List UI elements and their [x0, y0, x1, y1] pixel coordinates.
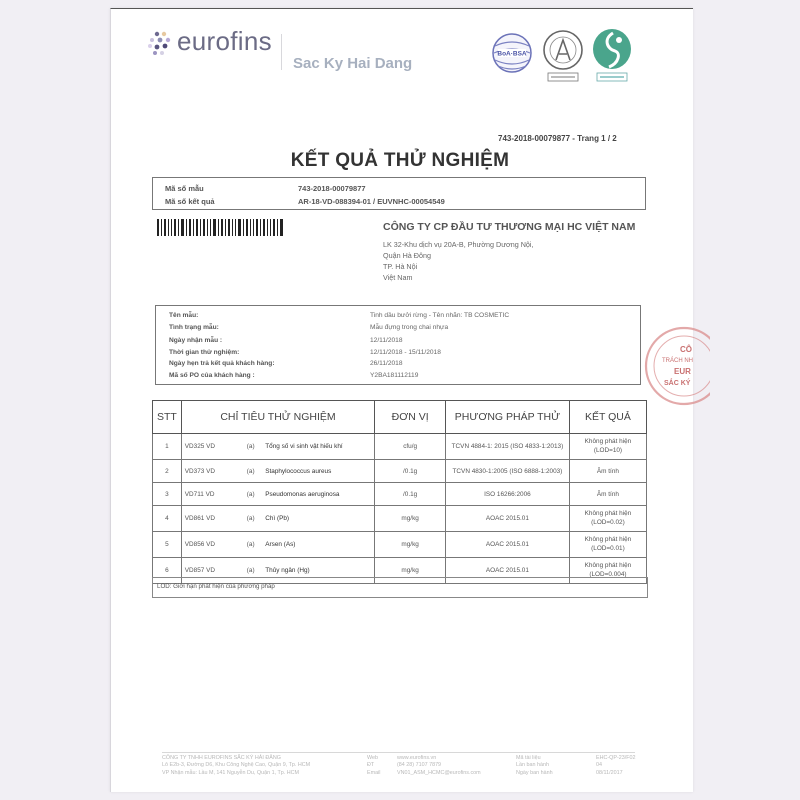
eurofins-logo-text: eurofins — [177, 26, 272, 56]
due-date-value: 26/11/2018 — [370, 360, 403, 367]
test-period-label: Thời gian thử nghiệm: — [169, 349, 240, 356]
sample-code-value: 743-2018-00079877 — [298, 184, 366, 193]
parameter-code: VD861 VD — [184, 515, 215, 522]
col-header-method: PHƯƠNG PHÁP THỬ — [445, 401, 569, 434]
test-period-value: 12/11/2018 - 15/11/2018 — [370, 349, 441, 356]
footer-contact-labels: Web ĐT Email — [367, 755, 381, 776]
customer-address-line: Việt Nam — [383, 273, 413, 282]
po-number-label: Mã số PO của khách hàng : — [169, 372, 255, 379]
method: AOAC 2015.01 — [445, 558, 569, 584]
results-table — [152, 400, 647, 584]
customer-address-line: Quận Hà Đông — [383, 251, 431, 260]
customer-address-line: TP. Hà Nội — [383, 262, 418, 271]
method: AOAC 2015.01 — [445, 506, 569, 532]
parameter-code: VD857 VD — [184, 567, 215, 574]
svg-text:EUR: EUR — [674, 367, 691, 376]
parameter-name: Tổng số vi sinh vật hiếu khí — [265, 443, 343, 450]
unit: mg/kg — [375, 532, 446, 558]
result: Không phát hiện (LOD=10) — [569, 434, 646, 460]
lab-name: Sac Ky Hai Dang — [293, 55, 413, 72]
document-title: KẾT QUẢ THỬ NGHIỆM — [290, 150, 510, 171]
sample-condition-value: Mẫu đựng trong chai nhựa — [370, 324, 449, 331]
result: Không phát hiện (LOD=0.02) — [569, 506, 646, 532]
unit: mg/kg — [375, 506, 446, 532]
customer-address-line: LK 32-Khu dịch vụ 20A-B, Phường Dương Nội, — [383, 240, 534, 249]
footer-divider — [162, 752, 635, 753]
page-reference: 743-2018-00079877 - Trang 1 / 2 — [498, 134, 617, 143]
col-header-parameter: CHỈ TIÊU THỬ NGHIỆM — [181, 401, 375, 434]
stamp-text: CÔ — [680, 345, 692, 354]
parameter-name: Staphylococcus aureus — [265, 467, 332, 475]
method: ISO 16266:2006 — [445, 483, 569, 506]
method: TCVN 4830-1:2005 (ISO 6888-1:2003) — [445, 460, 569, 483]
footer-contact-values: www.eurofins.vn (84 28) 7107 7879 VN01_ASM_HCMC@eurofins.com — [397, 755, 481, 776]
sample-name-value: Tinh dầu bưởi rừng - Tên nhãn: TB COSMETIC — [370, 312, 510, 319]
col-header-result: KẾT QUẢ — [569, 401, 646, 434]
lod-note: LOD: Giới hạn phát hiện của phương pháp — [157, 583, 275, 590]
table-row: 2 VD373 VD (a) Staphylococcus aureus /0.1g TCVN 4830-1:2005 (ISO 6888-1:2003) Âm tính — [153, 460, 647, 483]
lod-note-box — [152, 577, 648, 598]
result: Âm tính — [569, 483, 646, 506]
unit: /0.1g — [375, 460, 446, 483]
result-code-label: Mã số kết quả — [165, 197, 215, 206]
parameter-name: Arsen (As) — [265, 541, 296, 548]
unit: mg/kg — [375, 558, 446, 584]
footer-email-link[interactable]: VN01_ASM_HCMC@eurofins.com — [397, 769, 481, 776]
result: Không phát hiện (LOD=0.01) — [569, 532, 646, 558]
boa-cert-seal-icon — [491, 32, 533, 74]
svg-text:TRÁCH NH: TRÁCH NH — [662, 358, 693, 364]
customer-name: CÔNG TY CP ĐẦU TƯ THƯƠNG MẠI HC VIỆT NAM — [383, 221, 636, 233]
table-row: 3 VD711 VD (a) Pseudomonas aeruginosa /0.1g ISO 16266:2006 Âm tính — [153, 483, 647, 506]
table-row: 6 VD857 VD (a) Thủy ngân (Hg) mg/kg AOAC 2015.01 Không phát hiện (LOD=0.004) — [153, 558, 647, 584]
sample-name-label: Tên mẫu: — [169, 312, 199, 319]
sample-id-box — [152, 177, 646, 210]
result-code-value: AR-18-VD-088394-01 / EUVNHC-00054549 — [298, 197, 445, 206]
svg-text:SẮC KÝ: SẮC KÝ — [664, 380, 691, 387]
footer-doc-values: EHC-QP-23/F02 04 08/11/2017 — [596, 755, 636, 776]
sample-condition-label: Tình trạng mẫu: — [169, 324, 219, 331]
parameter-name: Thủy ngân (Hg) — [265, 567, 310, 574]
col-header-stt: STT — [153, 401, 182, 434]
svg-text:BoA·BSA: BoA·BSA — [497, 50, 527, 58]
parameter-code: VD711 VD — [184, 490, 215, 498]
eurofins-logo-icon — [147, 30, 177, 56]
sample-code-label: Mã số mẫu — [165, 184, 204, 193]
table-row: 1 VD325 VD (a) Tổng số vi sinh vật hiếu khí cfu/g TCVN 4884-1: 2015 (ISO 4833-1:2013) Không phát hiện (LOD=10) — [153, 434, 647, 460]
po-number-value: Y2BA181112119 — [370, 372, 419, 379]
parameter-name: Chì (Pb) — [265, 515, 290, 522]
table-row: 4 VD861 VD (a) Chì (Pb) mg/kg AOAC 2015.01 Không phát hiện (LOD=0.02) — [153, 506, 647, 532]
sample-info-box — [155, 305, 641, 385]
barcode-icon — [157, 219, 283, 236]
method: TCVN 4884-1: 2015 (ISO 4833-1:2013) — [445, 434, 569, 460]
company-stamp-icon — [640, 322, 710, 414]
parameter-code: VD373 VD — [184, 467, 215, 475]
footer-company: CÔNG TY TNHH EUROFINS SẮC KÝ HẢI ĐĂNG Lô E2b-3, Đường D6, Khu Công Nghệ Cao, Quận 9, Tp. HCM VP Nhận mẫu: Lầu M, 141 Nguyễn Du, Quận 1, Tp. HCM — [162, 755, 311, 776]
footer-doc-labels: Mã tài liệu Lần ban hành Ngày ban hành — [516, 755, 553, 776]
unit: cfu/g — [375, 434, 446, 460]
due-date-label: Ngày hẹn trả kết quả khách hàng: — [169, 360, 275, 367]
table-row: 5 VD856 VD (a) Arsen (As) mg/kg AOAC 2015.01 Không phát hiện (LOD=0.01) — [153, 532, 647, 558]
result: Âm tính — [569, 460, 646, 483]
result: Không phát hiện (LOD=0.004) — [569, 558, 646, 584]
parameter-code: VD325 VD — [184, 443, 215, 450]
vicas-cert-seal-icon — [589, 27, 635, 84]
method: AOAC 2015.01 — [445, 532, 569, 558]
footer-web-link[interactable]: www.eurofins.vn — [397, 755, 437, 761]
vilas-accreditation-seal-icon — [540, 28, 586, 84]
unit: /0.1g — [375, 483, 446, 506]
received-date-label: Ngày nhận mẫu : — [169, 337, 223, 344]
logo-divider — [281, 34, 282, 70]
col-header-unit: ĐƠN VỊ — [375, 401, 446, 434]
parameter-code: VD856 VD — [184, 541, 215, 548]
results-header-row — [153, 401, 647, 434]
parameter-name: Pseudomonas aeruginosa — [265, 490, 340, 498]
received-date-value: 12/11/2018 — [370, 337, 403, 344]
